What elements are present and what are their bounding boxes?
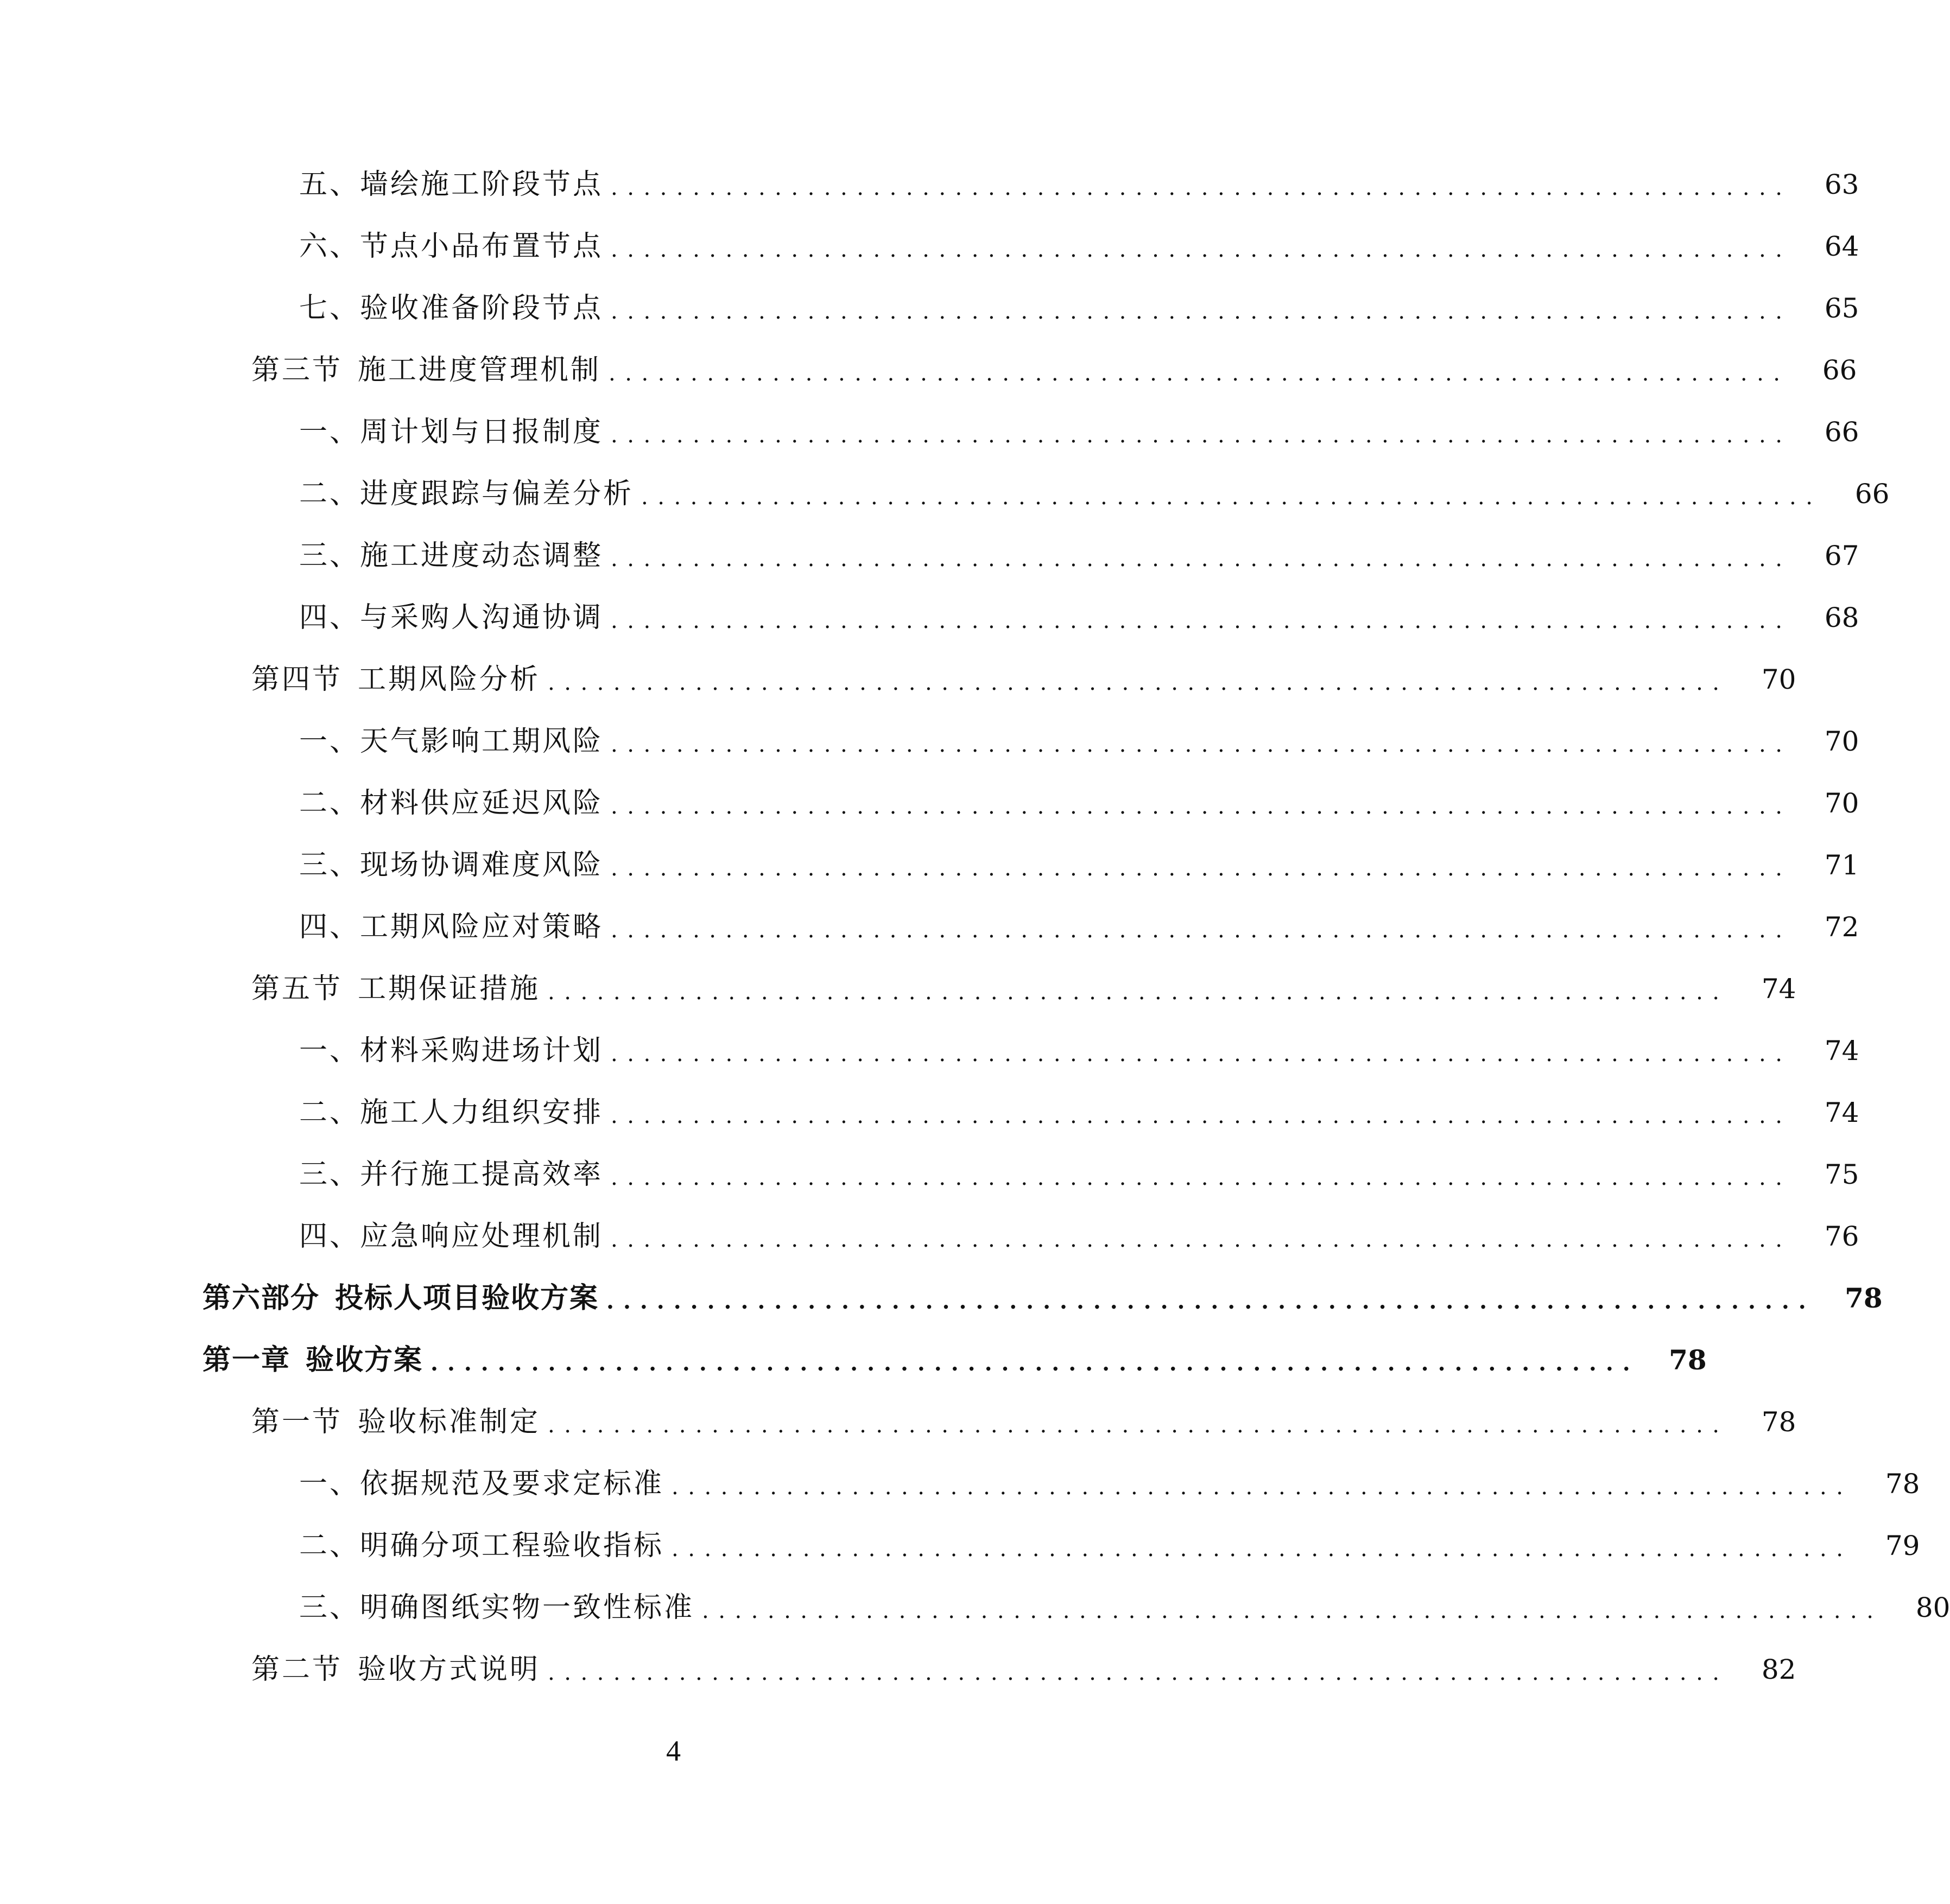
dot-leader: ........................................................................ <box>548 1660 1729 1685</box>
dot-leader: ........................................................................ <box>611 423 1792 448</box>
toc-entry[interactable] <box>0 962 1796 1016</box>
toc-entry-title: 四、工期风险应对策略 <box>299 911 604 943</box>
dot-leader: ........................................................................ <box>611 299 1792 324</box>
toc-entry[interactable] <box>0 405 1859 459</box>
toc-entry-page: 71 <box>1824 849 1859 881</box>
toc-entry-page: 72 <box>1824 911 1859 943</box>
toc-entry-page: 74 <box>1824 1097 1859 1128</box>
toc-entry[interactable] <box>0 1457 1920 1511</box>
toc-entry-page: 78 <box>1885 1468 1920 1500</box>
toc-entry[interactable] <box>0 1209 1859 1264</box>
toc-entry-title: 验收方式说明 <box>358 1653 541 1686</box>
toc-entry-title: 四、应急响应处理机制 <box>299 1220 604 1253</box>
toc-entry[interactable] <box>0 652 1796 707</box>
toc-entry-page: 79 <box>1885 1530 1920 1562</box>
toc-entry-page: 76 <box>1824 1221 1859 1252</box>
toc-entry-page: 67 <box>1824 540 1859 572</box>
toc-entry-page: 66 <box>1822 354 1857 386</box>
dot-leader: ........................................................................ <box>606 1289 1815 1314</box>
dot-leader: ........................................................................ <box>611 608 1792 633</box>
toc-section-number: 第三节 <box>251 354 343 386</box>
toc-entry-title: 五、墙绘施工阶段节点 <box>299 168 604 201</box>
dot-leader: ........................................................................ <box>611 237 1792 262</box>
dot-leader: ........................................................................ <box>611 1227 1792 1252</box>
toc-entry-page: 70 <box>1824 726 1859 757</box>
toc-entry-title: 三、并行施工提高效率 <box>299 1158 604 1191</box>
toc-entry-page: 78 <box>1845 1282 1883 1314</box>
toc-entry-title: 投标人项目验收方案 <box>335 1281 599 1315</box>
toc-entry-title: 一、材料采购进场计划 <box>299 1034 604 1067</box>
toc-entry-page: 63 <box>1824 169 1859 200</box>
toc-entry-page: 64 <box>1824 231 1859 262</box>
dot-leader: ........................................................................ <box>548 670 1729 695</box>
toc-entry-title: 工期保证措施 <box>358 973 541 1005</box>
toc-entry[interactable] <box>0 1642 1796 1697</box>
dot-leader: ........................................................................ <box>611 175 1792 200</box>
toc-entry-title: 一、周计划与日报制度 <box>299 416 604 448</box>
dot-leader: ........................................................................ <box>430 1350 1639 1376</box>
toc-entry[interactable] <box>0 1147 1859 1202</box>
page-number: 4 <box>666 1735 681 1767</box>
toc-entry[interactable] <box>0 1581 1950 1635</box>
toc-section-number: 第五节 <box>251 973 343 1005</box>
dot-leader: ........................................................................ <box>702 1598 1883 1623</box>
toc-entry-title: 二、施工人力组织安排 <box>299 1096 604 1129</box>
toc-section-number: 第二节 <box>251 1653 343 1686</box>
toc-entry-page: 66 <box>1824 416 1859 448</box>
toc-entry-title: 一、依据规范及要求定标准 <box>299 1468 664 1500</box>
toc-entry-page: 70 <box>1824 788 1859 819</box>
toc-entry[interactable] <box>0 1395 1796 1449</box>
toc-entry-title: 四、与采购人沟通协调 <box>299 601 604 634</box>
toc-entry-title: 二、材料供应延迟风险 <box>299 787 604 820</box>
toc-entry-page: 75 <box>1824 1159 1859 1190</box>
dot-leader: ........................................................................ <box>672 1475 1853 1500</box>
dot-leader: ........................................................................ <box>611 732 1792 757</box>
toc-section-number: 第一节 <box>251 1406 343 1438</box>
toc-entry[interactable] <box>0 1024 1859 1078</box>
dot-leader: ........................................................................ <box>611 1165 1792 1190</box>
dot-leader: ........................................................................ <box>611 918 1792 943</box>
toc-entry[interactable] <box>0 529 1859 583</box>
toc-entry-title: 七、验收准备阶段节点 <box>299 292 604 325</box>
toc-entry[interactable] <box>0 219 1859 274</box>
toc-part-number: 第六部分 <box>202 1281 320 1315</box>
toc-entry-title: 验收标准制定 <box>358 1406 541 1438</box>
dot-leader: ........................................................................ <box>611 1042 1792 1067</box>
dot-leader: ........................................................................ <box>548 1413 1729 1438</box>
dot-leader: ........................................................................ <box>609 361 1790 386</box>
toc-section-number: 第四节 <box>251 663 343 696</box>
toc-entry-page: 78 <box>1669 1344 1707 1376</box>
toc-entry-title: 验收方案 <box>306 1343 423 1376</box>
toc-entry[interactable] <box>0 1333 1707 1387</box>
toc-entry[interactable] <box>0 900 1859 954</box>
toc-entry-page: 66 <box>1854 478 1890 510</box>
toc-entry-title: 一、天气影响工期风险 <box>299 725 604 758</box>
toc-entry-title: 施工进度管理机制 <box>358 354 602 386</box>
toc-entry[interactable] <box>0 776 1859 830</box>
toc-entry-page: 80 <box>1915 1592 1950 1623</box>
toc-entry[interactable] <box>0 281 1859 335</box>
toc-entry-title: 三、现场协调难度风险 <box>299 849 604 881</box>
toc-entry[interactable] <box>0 1519 1920 1573</box>
toc-entry[interactable] <box>0 343 1857 397</box>
toc-entry-title: 工期风险分析 <box>358 663 541 696</box>
dot-leader: ........................................................................ <box>672 1537 1853 1562</box>
dot-leader: ........................................................................ <box>548 980 1729 1005</box>
toc-entry-title: 六、节点小品布置节点 <box>299 230 604 263</box>
dot-leader: ........................................................................ <box>641 485 1822 510</box>
toc-entry[interactable] <box>0 1271 1883 1325</box>
toc-entry[interactable] <box>0 467 1890 521</box>
toc-entry[interactable] <box>0 591 1859 645</box>
toc-entry-page: 68 <box>1824 602 1859 633</box>
toc-entry-title: 二、明确分项工程验收指标 <box>299 1529 664 1562</box>
dot-leader: ........................................................................ <box>611 856 1792 881</box>
dot-leader: ........................................................................ <box>611 1103 1792 1128</box>
toc-entry-page: 74 <box>1824 1035 1859 1067</box>
dot-leader: ........................................................................ <box>611 794 1792 819</box>
toc-chapter-number: 第一章 <box>202 1343 291 1376</box>
toc-entry[interactable] <box>0 157 1859 212</box>
toc-entry-title: 三、施工进度动态调整 <box>299 540 604 572</box>
toc-entry-title: 二、进度跟踪与偏差分析 <box>299 478 634 510</box>
toc-entry-page: 74 <box>1761 973 1796 1005</box>
toc-entry[interactable] <box>0 714 1859 769</box>
toc-entry-page: 78 <box>1761 1406 1796 1438</box>
toc-entry[interactable] <box>0 1086 1859 1140</box>
toc-entry-page: 82 <box>1761 1654 1796 1685</box>
toc-entry[interactable] <box>0 838 1859 892</box>
toc-entry-page: 65 <box>1824 293 1859 324</box>
toc-entry-title: 三、明确图纸实物一致性标准 <box>299 1591 695 1624</box>
toc-entry-page: 70 <box>1761 664 1796 695</box>
dot-leader: ........................................................................ <box>611 547 1792 572</box>
